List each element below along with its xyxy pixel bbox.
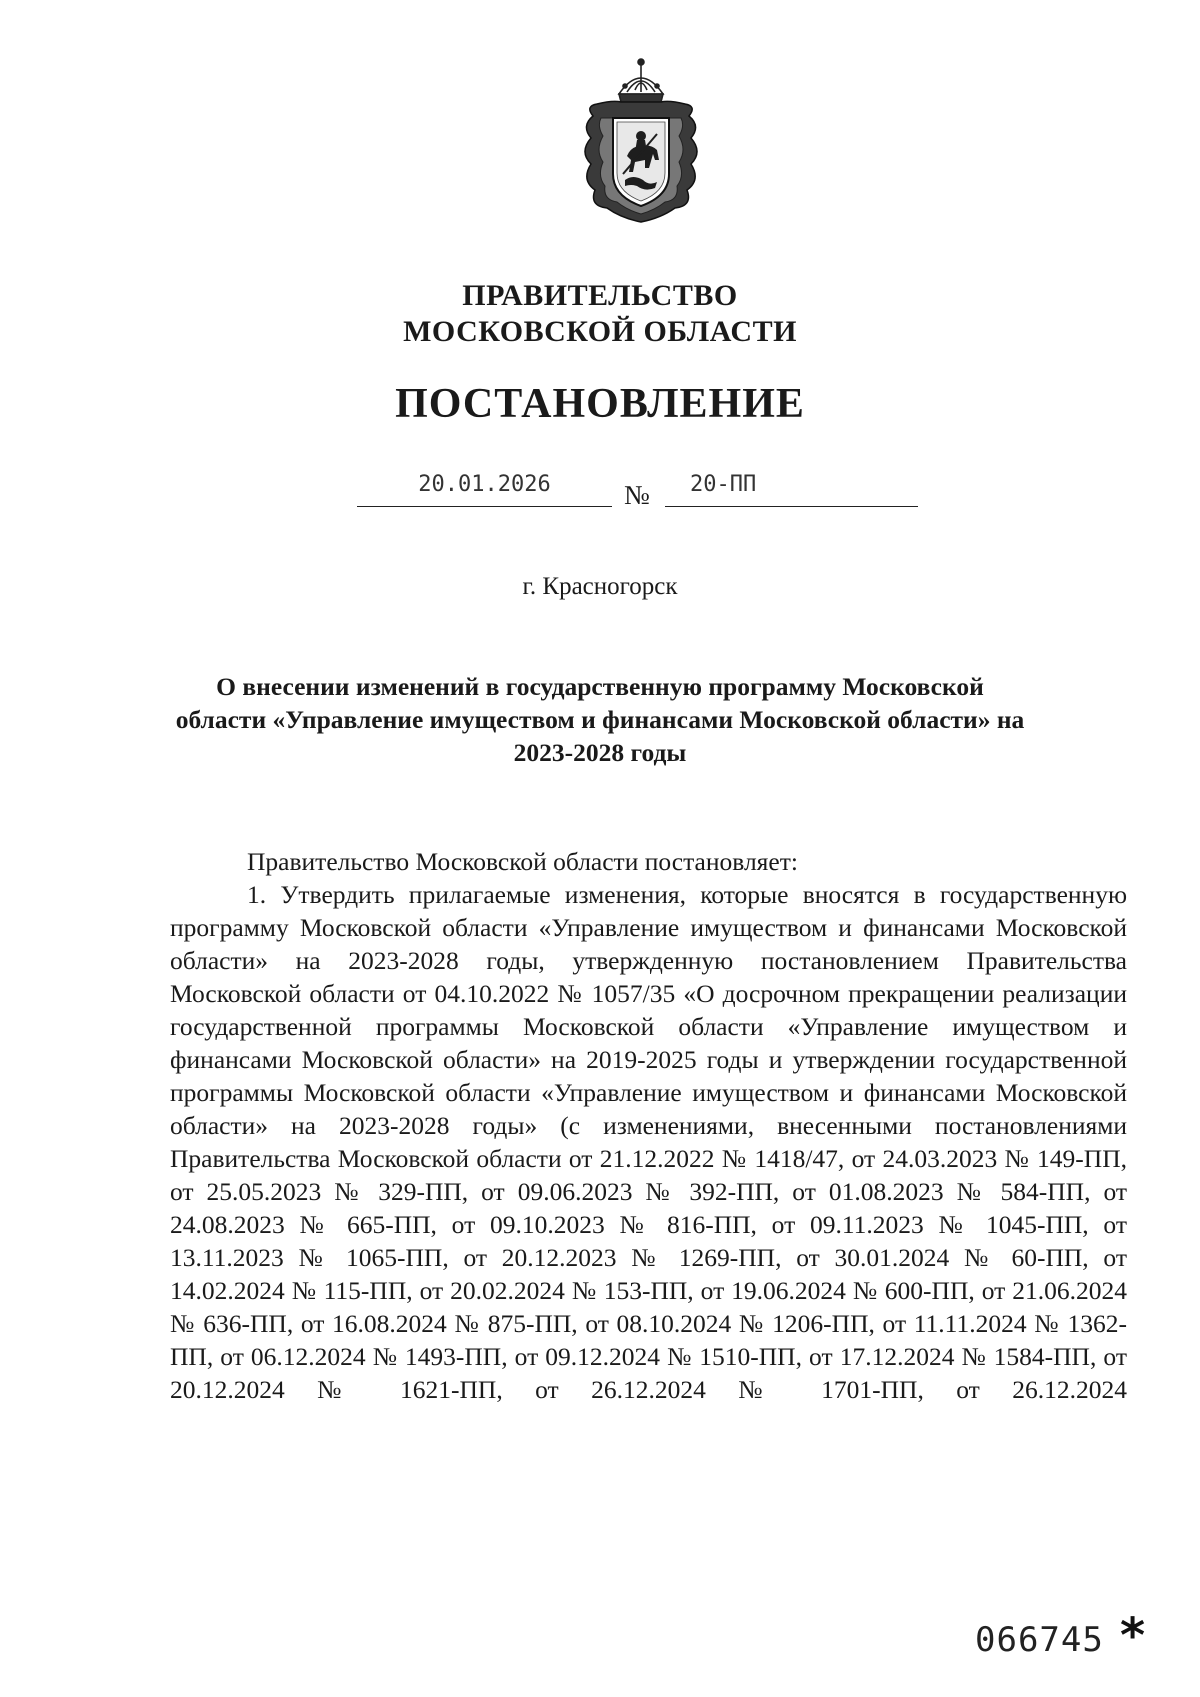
document-date: 20.01.2026 — [357, 470, 612, 507]
paragraph-1: 1. Утвердить прилагаемые изменения, которые вносятся в государственную программу Московской области «Управление имуществом и финансами Московской области» на 2023-2028 годы, утвержденную постановлением Правительства Московской области от 04.10.2022 № 1057/35 «О досрочном прекращении реализации государственной программы Московской области «Управление имуществом и финансами Московской области» на 2019-2025 годы и утверждении государственной программы Московской области «Управление имуществом и финансами Московской области» на 2023-2028 годы» (с изменениями, внесенными постановлениями Правительства Московской области от 21.12.2022 № 1418/47, от 24.03.2023 № 149-ПП, от 25.05.2023 № 329-ПП, от 09.06.2023 № 392-ПП, от 01.08.2023 № 584-ПП, от 24.08.2023 № 665-ПП, от 09.10.2023 № 816-ПП, от 09.11.2023 № 1045-ПП, от 13.11.2023 № 1065-ПП, от 20.12.2023 № 1269-ПП, от 30.01.2024 № 60-ПП, от 14.02.2024 № 115-ПП, от 20.02.2024 № 153-ПП, от 19.06.2024 № 600-ПП, от 21.06.2024 № 636-ПП, от 16.08.2024 № 875-ПП, от 08.10.2024 № 1206-ПП, от 11.11.2024 № 1362-ПП, от 06.12.2024 № 1493-ПП, от 09.12.2024 № 1510-ПП, от 17.12.2024 № 1584-ПП, от 20.12.2024 № 1621-ПП, от 26.12.2024 № 1701-ПП, от 26.12.2024 — [170, 880, 1127, 1404]
org-name-line-2: МОСКОВСКОЙ ОБЛАСТИ — [403, 315, 797, 348]
document-number-field — [665, 470, 918, 507]
asterisk-mark: * — [1120, 1608, 1146, 1664]
number-sign: № — [624, 480, 650, 510]
document-title: О внесении изменений в государственную программу Московской области «Управление имуществом и финансами Московской области» на 2023-2028 годы — [175, 672, 1025, 767]
document-body — [170, 845, 1127, 1406]
coat-of-arms-icon — [575, 56, 707, 226]
org-name-line-1: ПРАВИТЕЛЬСТВО — [462, 279, 738, 312]
document-number: 20-ПП — [690, 472, 757, 497]
document-code: 066745 — [975, 1620, 1104, 1660]
document-type-heading: ПОСТАНОВЛЕНИЕ — [395, 381, 805, 427]
intro-line: Правительство Московской области постановляет: — [247, 847, 798, 876]
city-name: г. Красногорск — [522, 573, 678, 600]
